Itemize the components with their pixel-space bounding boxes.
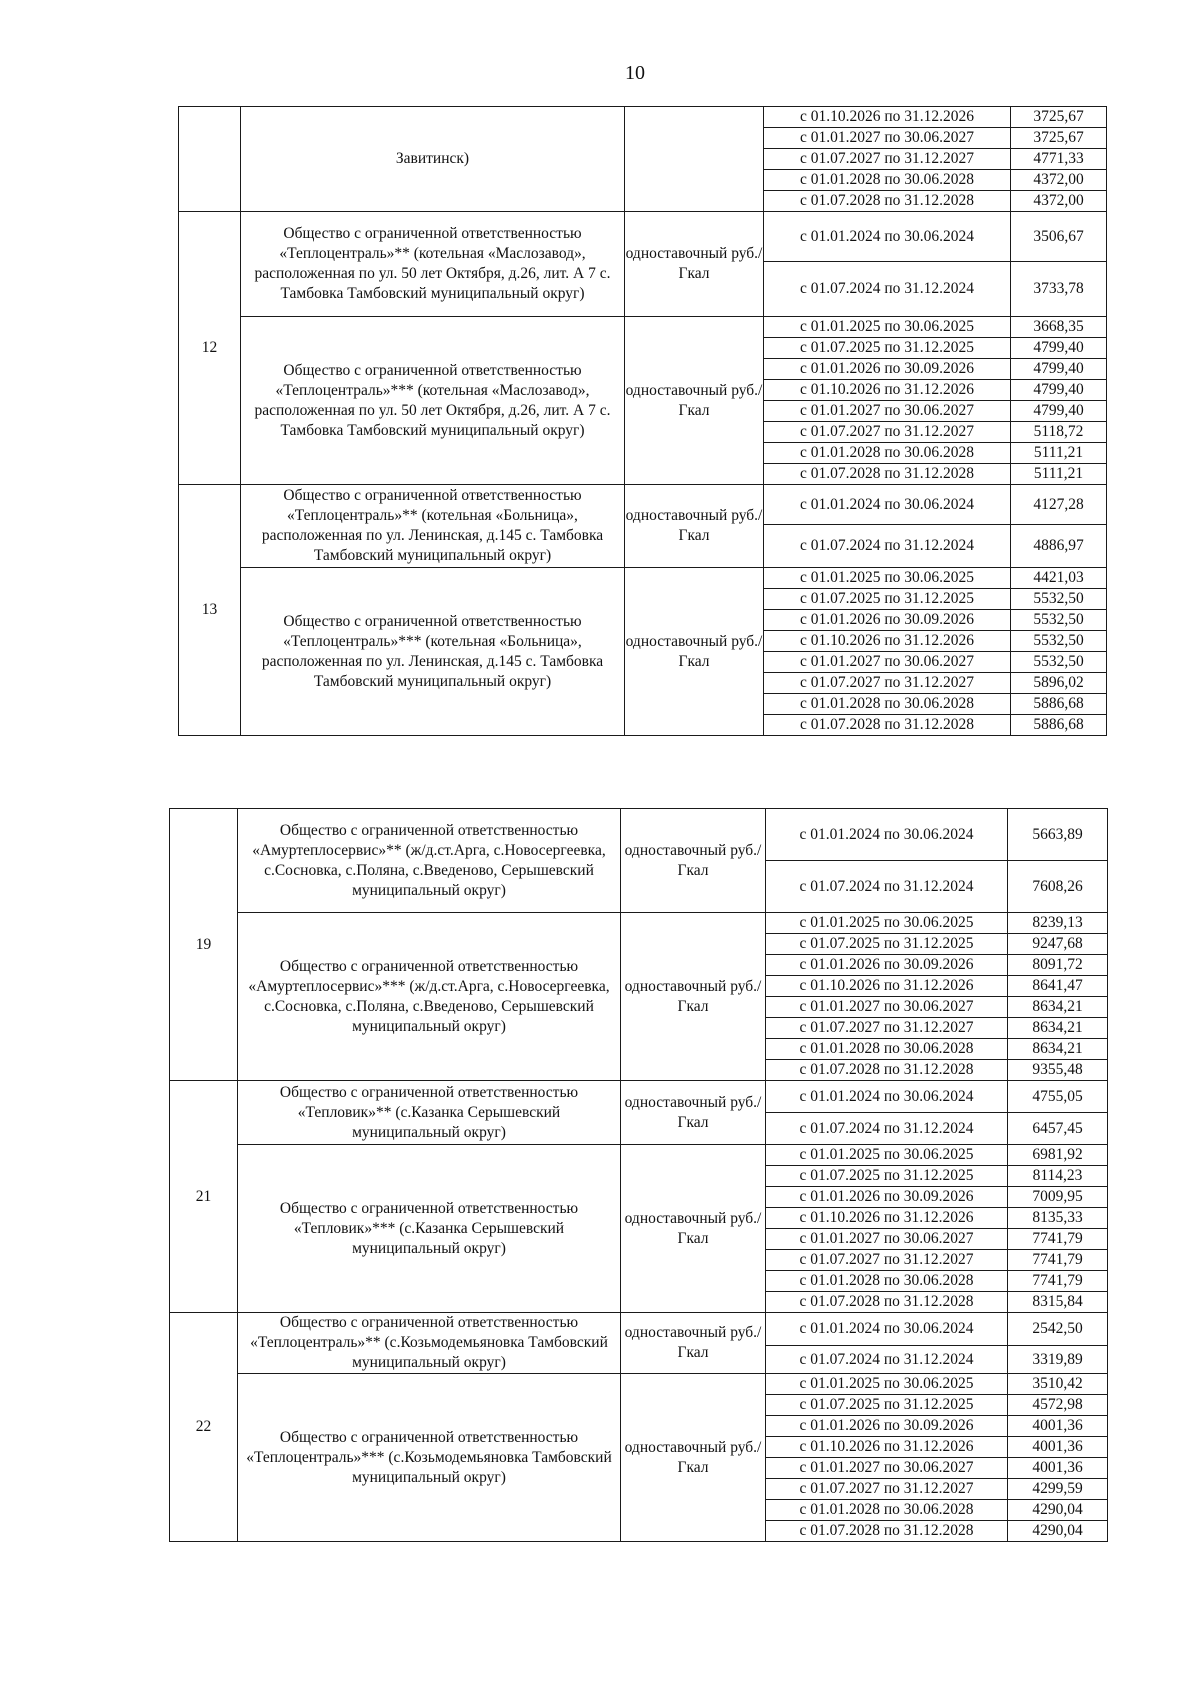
tariff-value-cell: 4755,05	[1008, 1081, 1108, 1113]
period-cell: с 01.01.2026 по 30.09.2026	[766, 1187, 1008, 1208]
period-cell: с 01.07.2024 по 31.12.2024	[766, 1346, 1008, 1374]
table-row	[170, 809, 1108, 861]
period-cell: с 01.07.2027 по 31.12.2027	[764, 422, 1011, 443]
unit-cell: одноставочный руб./Гкал	[621, 913, 766, 1081]
unit-cell: одноставочный руб./Гкал	[621, 1374, 766, 1542]
tariff-value-cell: 7608,26	[1008, 861, 1108, 913]
organization-cell: Общество с ограниченной ответственностью «Теплоцентраль»** (котельная «Маслозавод», расположенная по ул. 50 лет Октября, д.26, лит. А 7 с. Тамбовка Тамбовский муниципальный округ)	[241, 212, 625, 317]
tariff-value-cell: 8634,21	[1008, 1039, 1108, 1060]
tariff-value-cell: 7741,79	[1008, 1271, 1108, 1292]
tariff-value-cell: 4290,04	[1008, 1500, 1108, 1521]
period-cell: с 01.01.2027 по 30.06.2027	[766, 1458, 1008, 1479]
period-cell: с 01.07.2028 по 31.12.2028	[766, 1292, 1008, 1313]
tariff-value-cell: 8135,33	[1008, 1208, 1108, 1229]
table-row	[170, 1081, 1108, 1113]
tariff-table-continued	[178, 106, 1107, 736]
tariff-value-cell: 3725,67	[1011, 107, 1107, 128]
period-cell: с 01.01.2027 по 30.06.2027	[766, 1229, 1008, 1250]
tariff-value-cell: 4001,36	[1008, 1416, 1108, 1437]
tariff-value-cell: 4799,40	[1011, 380, 1107, 401]
tariff-value-cell: 7009,95	[1008, 1187, 1108, 1208]
tariff-value-cell: 4001,36	[1008, 1458, 1108, 1479]
period-cell: с 01.01.2025 по 30.06.2025	[764, 317, 1011, 338]
tariff-value-cell: 4771,33	[1011, 149, 1107, 170]
tariff-value-cell: 6981,92	[1008, 1145, 1108, 1166]
period-cell: с 01.10.2026 по 31.12.2026	[766, 1208, 1008, 1229]
period-cell: с 01.01.2025 по 30.06.2025	[766, 913, 1008, 934]
table-row	[170, 913, 1108, 934]
tariff-value-cell: 3733,78	[1011, 262, 1107, 317]
period-cell: с 01.01.2024 по 30.06.2024	[764, 212, 1011, 262]
tariff-value-cell: 9355,48	[1008, 1060, 1108, 1081]
row-number-cell: 13	[179, 485, 241, 736]
table-row	[170, 1145, 1108, 1166]
tariff-value-cell: 3668,35	[1011, 317, 1107, 338]
page-number: 10	[625, 62, 645, 84]
period-cell: с 01.07.2028 по 31.12.2028	[764, 715, 1011, 736]
tariff-value-cell: 4799,40	[1011, 359, 1107, 380]
period-cell: с 01.07.2028 по 31.12.2028	[764, 191, 1011, 212]
row-number-cell: 22	[170, 1313, 238, 1542]
tariff-value-cell: 5663,89	[1008, 809, 1108, 861]
tariff-value-cell: 4290,04	[1008, 1521, 1108, 1542]
period-cell: с 01.01.2028 по 30.06.2028	[764, 443, 1011, 464]
period-cell: с 01.01.2026 по 30.09.2026	[766, 955, 1008, 976]
table-row	[170, 1313, 1108, 1346]
period-cell: с 01.07.2027 по 31.12.2027	[764, 149, 1011, 170]
tariff-value-cell: 8239,13	[1008, 913, 1108, 934]
organization-cell: Общество с ограниченной ответственностью «Теплоцентраль»** (с.Козьмодемьяновка Тамбовский муниципальный округ)	[238, 1313, 621, 1374]
tariff-value-cell: 5111,21	[1011, 464, 1107, 485]
table-row	[179, 485, 1107, 525]
tariff-value-cell: 4001,36	[1008, 1437, 1108, 1458]
organization-cell: Общество с ограниченной ответственностью «Амуртеплосервис»*** (ж/д.ст.Арга, с.Новосергеевка, с.Сосновка, с.Поляна, с.Введеново, Серышевский муниципальный округ)	[238, 913, 621, 1081]
tariff-value-cell: 8114,23	[1008, 1166, 1108, 1187]
period-cell: с 01.10.2026 по 31.12.2026	[764, 380, 1011, 401]
period-cell: с 01.01.2028 по 30.06.2028	[764, 170, 1011, 191]
organization-cell: Завитинск)	[241, 107, 625, 212]
period-cell: с 01.07.2025 по 31.12.2025	[764, 589, 1011, 610]
period-cell: с 01.10.2026 по 31.12.2026	[764, 631, 1011, 652]
tariff-value-cell: 7741,79	[1008, 1250, 1108, 1271]
tariff-value-cell: 6457,45	[1008, 1113, 1108, 1145]
tariff-value-cell: 5532,50	[1011, 610, 1107, 631]
organization-cell: Общество с ограниченной ответственностью «Теплоцентраль»*** (котельная «Больница», расположенная по ул. Ленинская, д.145 с. Тамбовка Тамбовский муниципальный округ)	[241, 568, 625, 736]
tariff-value-cell: 5111,21	[1011, 443, 1107, 464]
period-cell: с 01.01.2028 по 30.06.2028	[766, 1500, 1008, 1521]
tariff-value-cell: 4372,00	[1011, 170, 1107, 191]
unit-cell: одноставочный руб./Гкал	[625, 212, 764, 317]
tariff-value-cell: 4799,40	[1011, 338, 1107, 359]
period-cell: с 01.01.2027 по 30.06.2027	[764, 401, 1011, 422]
period-cell: с 01.01.2028 по 30.06.2028	[766, 1039, 1008, 1060]
period-cell: с 01.07.2027 по 31.12.2027	[766, 1018, 1008, 1039]
tariff-value-cell: 4372,00	[1011, 191, 1107, 212]
tariff-value-cell: 4886,97	[1011, 525, 1107, 568]
tariff-value-cell: 7741,79	[1008, 1229, 1108, 1250]
period-cell: с 01.07.2027 по 31.12.2027	[766, 1479, 1008, 1500]
unit-cell: одноставочный руб./Гкал	[621, 1313, 766, 1374]
period-cell: с 01.01.2028 по 30.06.2028	[766, 1271, 1008, 1292]
period-cell: с 01.07.2024 по 31.12.2024	[764, 262, 1011, 317]
tariff-value-cell: 5532,50	[1011, 652, 1107, 673]
tariff-value-cell: 8641,47	[1008, 976, 1108, 997]
organization-cell: Общество с ограниченной ответственностью «Теплоцентраль»*** (котельная «Маслозавод», расположенная по ул. 50 лет Октября, д.26, лит. А 7 с. Тамбовка Тамбовский муниципальный округ)	[241, 317, 625, 485]
table-row	[170, 1374, 1108, 1395]
tariff-value-cell: 5886,68	[1011, 715, 1107, 736]
row-number-cell: 12	[179, 212, 241, 485]
period-cell: с 01.01.2026 по 30.09.2026	[766, 1416, 1008, 1437]
tariff-value-cell: 4572,98	[1008, 1395, 1108, 1416]
period-cell: с 01.07.2024 по 31.12.2024	[766, 861, 1008, 913]
tariff-value-cell: 8634,21	[1008, 1018, 1108, 1039]
table-row	[179, 317, 1107, 338]
tariff-value-cell: 8634,21	[1008, 997, 1108, 1018]
period-cell: с 01.07.2027 по 31.12.2027	[766, 1250, 1008, 1271]
period-cell: с 01.01.2024 по 30.06.2024	[766, 1313, 1008, 1346]
period-cell: с 01.01.2027 по 30.06.2027	[766, 997, 1008, 1018]
period-cell: с 01.07.2028 по 31.12.2028	[766, 1060, 1008, 1081]
organization-cell: Общество с ограниченной ответственностью «Тепловик»*** (с.Казанка Серышевский муниципальный округ)	[238, 1145, 621, 1313]
period-cell: с 01.01.2026 по 30.09.2026	[764, 610, 1011, 631]
period-cell: с 01.07.2025 по 31.12.2025	[766, 1395, 1008, 1416]
tariff-value-cell: 5118,72	[1011, 422, 1107, 443]
unit-cell	[625, 107, 764, 212]
unit-cell: одноставочный руб./Гкал	[621, 809, 766, 913]
period-cell: с 01.07.2025 по 31.12.2025	[764, 338, 1011, 359]
organization-cell: Общество с ограниченной ответственностью «Теплоцентраль»** (котельная «Больница», расположенная по ул. Ленинская, д.145 с. Тамбовка Тамбовский муниципальный округ)	[241, 485, 625, 568]
table-row	[179, 107, 1107, 128]
tariff-value-cell: 4299,59	[1008, 1479, 1108, 1500]
period-cell: с 01.01.2025 по 30.06.2025	[764, 568, 1011, 589]
tariff-value-cell: 2542,50	[1008, 1313, 1108, 1346]
unit-cell: одноставочный руб./Гкал	[625, 485, 764, 568]
tariff-value-cell: 9247,68	[1008, 934, 1108, 955]
period-cell: с 01.01.2025 по 30.06.2025	[766, 1374, 1008, 1395]
tariff-value-cell: 3319,89	[1008, 1346, 1108, 1374]
table-row	[179, 568, 1107, 589]
period-cell: с 01.07.2025 по 31.12.2025	[766, 1166, 1008, 1187]
period-cell: с 01.07.2024 по 31.12.2024	[766, 1113, 1008, 1145]
tariff-value-cell: 8315,84	[1008, 1292, 1108, 1313]
period-cell: с 01.07.2028 по 31.12.2028	[764, 464, 1011, 485]
period-cell: с 01.01.2024 по 30.06.2024	[766, 1081, 1008, 1113]
row-number-cell: 19	[170, 809, 238, 1081]
tariff-value-cell: 4421,03	[1011, 568, 1107, 589]
row-number-cell	[179, 107, 241, 212]
period-cell: с 01.01.2028 по 30.06.2028	[764, 694, 1011, 715]
period-cell: с 01.07.2027 по 31.12.2027	[764, 673, 1011, 694]
period-cell: с 01.10.2026 по 31.12.2026	[766, 1437, 1008, 1458]
organization-cell: Общество с ограниченной ответственностью «Тепловик»** (с.Казанка Серышевский муниципальный округ)	[238, 1081, 621, 1145]
tariff-value-cell: 3506,67	[1011, 212, 1107, 262]
tariff-value-cell: 4127,28	[1011, 485, 1107, 525]
period-cell: с 01.10.2026 по 31.12.2026	[766, 976, 1008, 997]
organization-cell: Общество с ограниченной ответственностью «Теплоцентраль»*** (с.Козьмодемьяновка Тамбовский муниципальный округ)	[238, 1374, 621, 1542]
unit-cell: одноставочный руб./Гкал	[621, 1145, 766, 1313]
tariff-value-cell: 3510,42	[1008, 1374, 1108, 1395]
tariff-value-cell: 5896,02	[1011, 673, 1107, 694]
tariff-value-cell: 5532,50	[1011, 631, 1107, 652]
period-cell: с 01.07.2025 по 31.12.2025	[766, 934, 1008, 955]
period-cell: с 01.07.2024 по 31.12.2024	[764, 525, 1011, 568]
period-cell: с 01.01.2026 по 30.09.2026	[764, 359, 1011, 380]
period-cell: с 01.10.2026 по 31.12.2026	[764, 107, 1011, 128]
tariff-value-cell: 8091,72	[1008, 955, 1108, 976]
tariff-table	[169, 808, 1108, 1542]
period-cell: с 01.01.2024 по 30.06.2024	[764, 485, 1011, 525]
period-cell: с 01.07.2028 по 31.12.2028	[766, 1521, 1008, 1542]
unit-cell: одноставочный руб./Гкал	[625, 568, 764, 736]
tariff-value-cell: 4799,40	[1011, 401, 1107, 422]
table-row	[179, 212, 1107, 262]
period-cell: с 01.01.2027 по 30.06.2027	[764, 652, 1011, 673]
tariff-value-cell: 3725,67	[1011, 128, 1107, 149]
period-cell: с 01.01.2024 по 30.06.2024	[766, 809, 1008, 861]
unit-cell: одноставочный руб./Гкал	[625, 317, 764, 485]
tariff-value-cell: 5886,68	[1011, 694, 1107, 715]
period-cell: с 01.01.2025 по 30.06.2025	[766, 1145, 1008, 1166]
organization-cell: Общество с ограниченной ответственностью «Амуртеплосервис»** (ж/д.ст.Арга, с.Новосергеевка, с.Сосновка, с.Поляна, с.Введеново, Серышевский муниципальный округ)	[238, 809, 621, 913]
period-cell: с 01.01.2027 по 30.06.2027	[764, 128, 1011, 149]
unit-cell: одноставочный руб./Гкал	[621, 1081, 766, 1145]
tariff-value-cell: 5532,50	[1011, 589, 1107, 610]
row-number-cell: 21	[170, 1081, 238, 1313]
